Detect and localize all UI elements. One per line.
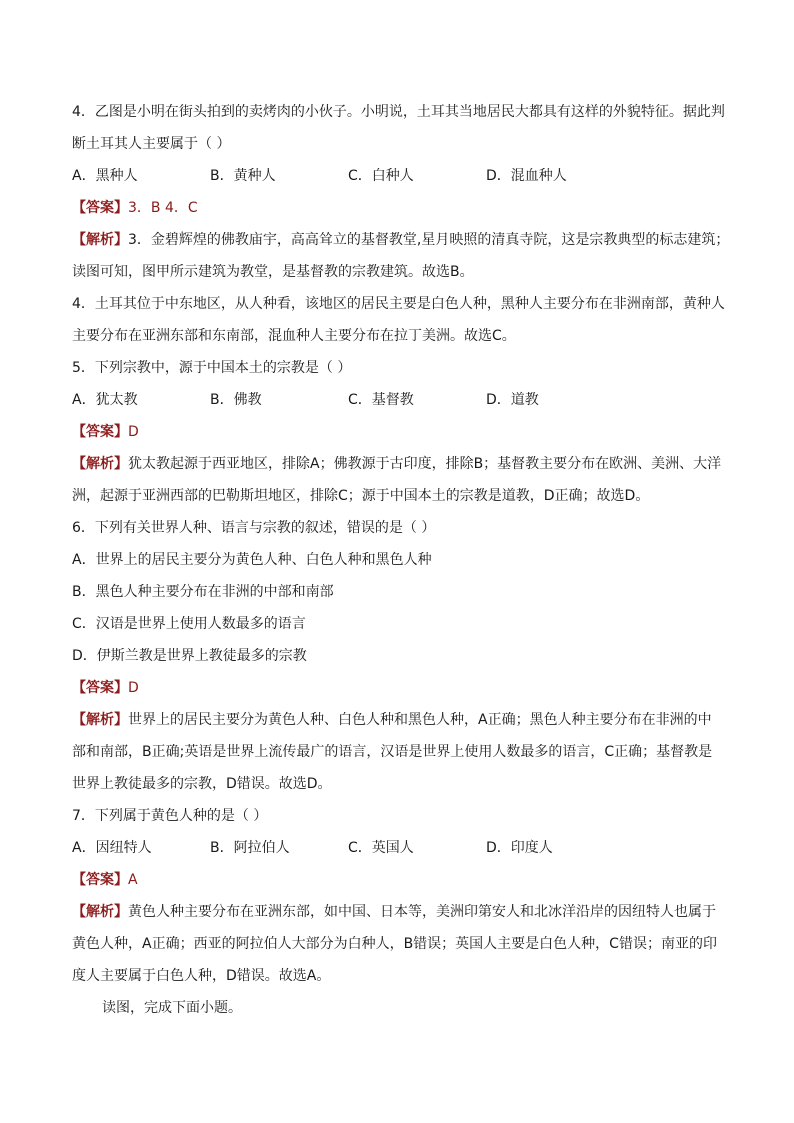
explanation-tag: 【解析】	[72, 456, 128, 472]
option-c: C．白种人	[348, 168, 414, 184]
answer-5	[72, 416, 724, 448]
option-d: D．道教	[486, 392, 539, 408]
explanation-tag: 【解析】	[72, 712, 128, 728]
answer-value: A	[128, 872, 138, 888]
option-d: D．混血种人	[486, 168, 567, 184]
option-b: B．佛教	[210, 392, 262, 408]
answer-tag: 【答案】	[72, 872, 128, 888]
explanation-7-line-3: 度人主要属于白色人种，D错误。故选A。	[72, 968, 331, 984]
option-c: C．汉语是世界上使用人数最多的语言	[72, 616, 306, 632]
explanation-5-line-1	[72, 448, 724, 480]
option-b: B．黄种人	[210, 168, 276, 184]
option-c: C．基督教	[348, 392, 414, 408]
answer-6	[72, 672, 724, 704]
explanation-4-line-2: 主要分布在亚洲东部和东南部，混血种人主要分布在拉丁美洲。故选C。	[72, 328, 516, 344]
instruction-text: 读图，完成下面小题。	[102, 1000, 242, 1016]
question-5-options	[72, 384, 724, 416]
explanation-6-line-2: 部和南部，B正确;英语是世界上流传最广的语言，汉语是世界上使用人数最多的语言，C正确；基督教是	[72, 744, 713, 760]
question-7: 7．下列属于黄色人种的是（ ）	[72, 808, 268, 824]
question-5: 5．下列宗教中，源于中国本土的宗教是（ ）	[72, 360, 352, 376]
explanation-6-line-3: 世界上教徒最多的宗教，D错误。故选D。	[72, 776, 332, 792]
explanation-text: 3．金碧辉煌的佛教庙宇，高高耸立的基督教堂,星月映照的清真寺院，这是宗教典型的标志建筑；	[128, 232, 730, 248]
question-6: 6．下列有关世界人种、语言与宗教的叙述，错误的是（ ）	[72, 520, 436, 536]
answer-tag: 【答案】	[72, 200, 128, 216]
option-b: B．阿拉伯人	[210, 840, 290, 856]
answer-value: D	[128, 680, 139, 696]
question-4-line-1: 4．乙图是小明在街头拍到的卖烤肉的小伙子。小明说，土耳其当地居民大都具有这样的外貌特征。据此判	[72, 104, 725, 120]
answer-tag: 【答案】	[72, 424, 128, 440]
question-4-options	[72, 160, 724, 192]
answer-3-4	[72, 192, 724, 224]
answer-value: 3．B 4．C	[128, 200, 198, 216]
option-a: A．犹太教	[72, 392, 138, 408]
explanation-text: 黄色人种主要分布在亚洲东部，如中国、日本等，美洲印第安人和北冰洋沿岸的因纽特人也属于	[128, 904, 716, 920]
option-b: B．黑色人种主要分布在非洲的中部和南部	[72, 584, 334, 600]
explanation-text: 世界上的居民主要分为黄色人种、白色人种和黑色人种，A正确；黑色人种主要分布在非洲的中	[128, 712, 712, 728]
explanation-tag: 【解析】	[72, 232, 128, 248]
explanation-tag: 【解析】	[72, 904, 128, 920]
option-a: A．世界上的居民主要分为黄色人种、白色人种和黑色人种	[72, 552, 432, 568]
explanation-3-line-2: 读图可知，图甲所示建筑为教堂，是基督教的宗教建筑。故选B。	[72, 264, 474, 280]
answer-tag: 【答案】	[72, 680, 128, 696]
option-c: C．英国人	[348, 840, 414, 856]
explanation-7-line-1	[72, 896, 724, 928]
explanation-5-line-2: 洲，起源于亚洲西部的巴勒斯坦地区，排除C；源于中国本土的宗教是道教，D正确；故选D。	[72, 488, 650, 504]
option-d: D．伊斯兰教是世界上教徒最多的宗教	[72, 648, 307, 664]
question-4-line-2: 断土耳其人主要属于（ ）	[72, 136, 231, 152]
answer-value: D	[128, 424, 139, 440]
question-7-options	[72, 832, 724, 864]
explanation-6-line-1	[72, 704, 724, 736]
answer-7	[72, 864, 724, 896]
option-a: A．黑种人	[72, 168, 138, 184]
option-d: D．印度人	[486, 840, 553, 856]
explanation-4-line-1: 4．土耳其位于中东地区，从人种看，该地区的居民主要是白色人种，黑种人主要分布在非洲南部，黄种人	[72, 296, 725, 312]
explanation-3-line-1	[72, 224, 730, 256]
explanation-text: 犹太教起源于西亚地区，排除A；佛教源于古印度，排除B；基督教主要分布在欧洲、美洲、大洋	[128, 456, 722, 472]
option-a: A．因纽特人	[72, 840, 152, 856]
explanation-7-line-2: 黄色人种，A正确；西亚的阿拉伯人大部分为白种人，B错误；英国人主要是白色人种，C错误；南亚的印	[72, 936, 717, 952]
document-body	[72, 96, 730, 1024]
